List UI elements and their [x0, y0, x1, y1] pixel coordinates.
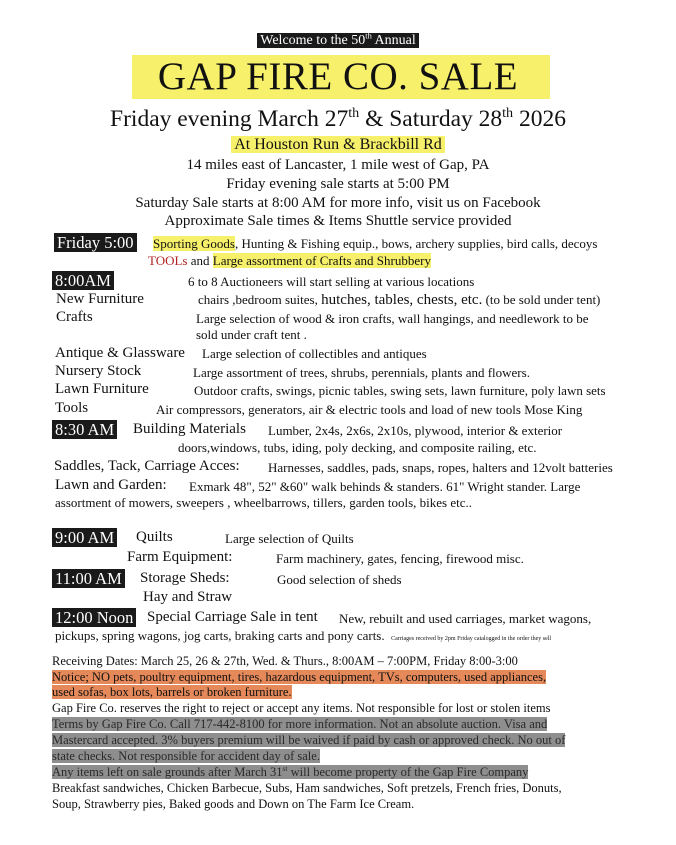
label-building-materials: Building Materials — [133, 421, 246, 437]
time-1100am: 11:00 AM — [52, 569, 125, 589]
welcome-banner: Welcome to the 50th Annual — [0, 33, 676, 49]
crafts-desc-2: sold under craft tent . — [196, 327, 307, 342]
label-storage-sheds: Storage Sheds: — [140, 570, 230, 586]
friday-items-2: TOOLs and Large assortment of Crafts and Shrubbery — [148, 253, 431, 268]
carriage-desc-2: pickups, spring wagons, jog carts, braking carts and pony carts. Carriages received by 2pm Friday catalogged in the order they sell — [55, 628, 552, 643]
auctioneers-note: 6 to 8 Auctioneers will start selling at various locations — [188, 274, 475, 289]
friday-start: Friday evening sale starts at 5:00 PM — [226, 176, 450, 192]
time-friday: Friday 5:00 — [54, 233, 137, 253]
food-line-2: Soup, Strawberry pies, Baked goods and Down on The Farm Ice Cream. — [52, 797, 415, 811]
building-desc-1: Lumber, 2x4s, 2x6s, 2x10s, plywood, interior & exterior — [268, 423, 563, 438]
label-tools: Tools — [55, 400, 89, 416]
label-saddles: Saddles, Tack, Carriage Acces: — [54, 458, 240, 474]
building-desc-2: doors,windows, tubs, iding, poly decking, and composite railing, etc. — [178, 440, 537, 455]
sale-dates: Friday evening March 27th & Saturday 28th 2026 — [110, 105, 566, 132]
label-quilts: Quilts — [136, 529, 173, 545]
terms-line-3: state checks. Not responsible for accident day of sale. — [52, 749, 320, 763]
label-lawn-furniture: Lawn Furniture — [55, 381, 149, 397]
location: At Houston Run & Brackbill Rd — [0, 136, 676, 154]
garden-desc-2: assortment of mowers, sweepers , wheelbarrows, tillers, garden tools, bikes etc.. — [55, 495, 472, 510]
directions: 14 miles east of Lancaster, 1 mile west of Gap, PA — [186, 157, 490, 173]
saddles-desc: Harnesses, saddles, pads, snaps, ropes, halters and 12volt batteries — [268, 460, 613, 475]
label-hay-straw: Hay and Straw — [143, 589, 233, 605]
notice-line-2: used sofas, box lots, barrels or broken furniture. — [52, 685, 292, 699]
food-line-1: Breakfast sandwiches, Chicken Barbecue, Subs, Ham sandwiches, Soft pretzels, French fries, Donuts, — [52, 781, 562, 795]
garden-desc-1: Exmark 48", 52" &60" walk behinds & standers. 61" Wright stander. Large — [189, 479, 581, 494]
friday-items: Sporting Goods, Hunting & Fishing equip., bows, archery supplies, bird calls, decoys — [153, 236, 598, 251]
quilts-desc: Large selection of Quilts — [225, 531, 354, 546]
tools-desc: Air compressors, generators, air & electric tools and load of new tools Mose King — [156, 402, 583, 417]
terms-line-2: Mastercard accepted. 3% buyers premium will be waived if paid by cash or approved check. No out of — [52, 733, 566, 747]
time-900am: 9:00 AM — [52, 528, 117, 548]
receiving-dates: Receiving Dates: March 25, 26 & 27th, Wed. & Thurs., 8:00AM – 7:00PM, Friday 8:00-3:00 — [52, 654, 518, 668]
saturday-start: Saturday Sale starts at 8:00 AM for more info, visit us on Facebook — [135, 195, 541, 211]
terms-line-1: Terms by Gap Fire Co. Call 717-442-8100 for more information. Not an absolute auction. Visa and — [52, 717, 548, 731]
time-800am: 8:00AM — [52, 271, 114, 291]
label-new-furniture: New Furniture — [56, 291, 144, 307]
page-title: GAP FIRE CO. SALE — [157, 55, 519, 98]
antique-desc: Large selection of collectibles and antiques — [202, 346, 427, 361]
sheds-desc: Good selection of sheds — [277, 572, 402, 587]
farm-desc: Farm machinery, gates, fencing, firewood misc. — [276, 551, 524, 566]
time-830am: 8:30 AM — [52, 420, 117, 440]
label-carriage-sale: Special Carriage Sale in tent — [147, 609, 318, 625]
furniture-desc: chairs ,bedroom suites, hutches, tables, chests, etc. (to be sold under tent) — [198, 292, 601, 308]
reserve-notice: Gap Fire Co. reserves the right to reject or accept any items. Not responsible for lost or stolen items — [52, 701, 551, 715]
label-crafts: Crafts — [56, 309, 93, 325]
time-noon: 12:00 Noon — [52, 608, 136, 628]
label-lawn-garden: Lawn and Garden: — [55, 477, 167, 493]
nursery-desc: Large assortment of trees, shrubs, perennials, plants and flowers. — [193, 365, 530, 380]
approx-times: Approximate Sale times & Items Shuttle service provided — [164, 213, 512, 229]
lawn-furniture-desc: Outdoor crafts, swings, picnic tables, swing sets, lawn furniture, poly lawn sets — [194, 383, 606, 398]
leftover-items-notice: Any items left on sale grounds after March 31st will become property of the Gap Fire Company — [52, 763, 529, 779]
notice-line-1: Notice; NO pets, poultry equipment, tires, hazardous equipment, TVs, computers, used appliances, — [52, 670, 547, 684]
carriage-desc-1: New, rebuilt and used carriages, market wagons, — [339, 611, 592, 626]
label-farm-equipment: Farm Equipment: — [127, 549, 233, 565]
crafts-desc-1: Large selection of wood & iron crafts, wall hangings, and needlework to be — [196, 311, 589, 326]
label-antique: Antique & Glassware — [55, 345, 185, 361]
label-nursery: Nursery Stock — [55, 363, 142, 379]
